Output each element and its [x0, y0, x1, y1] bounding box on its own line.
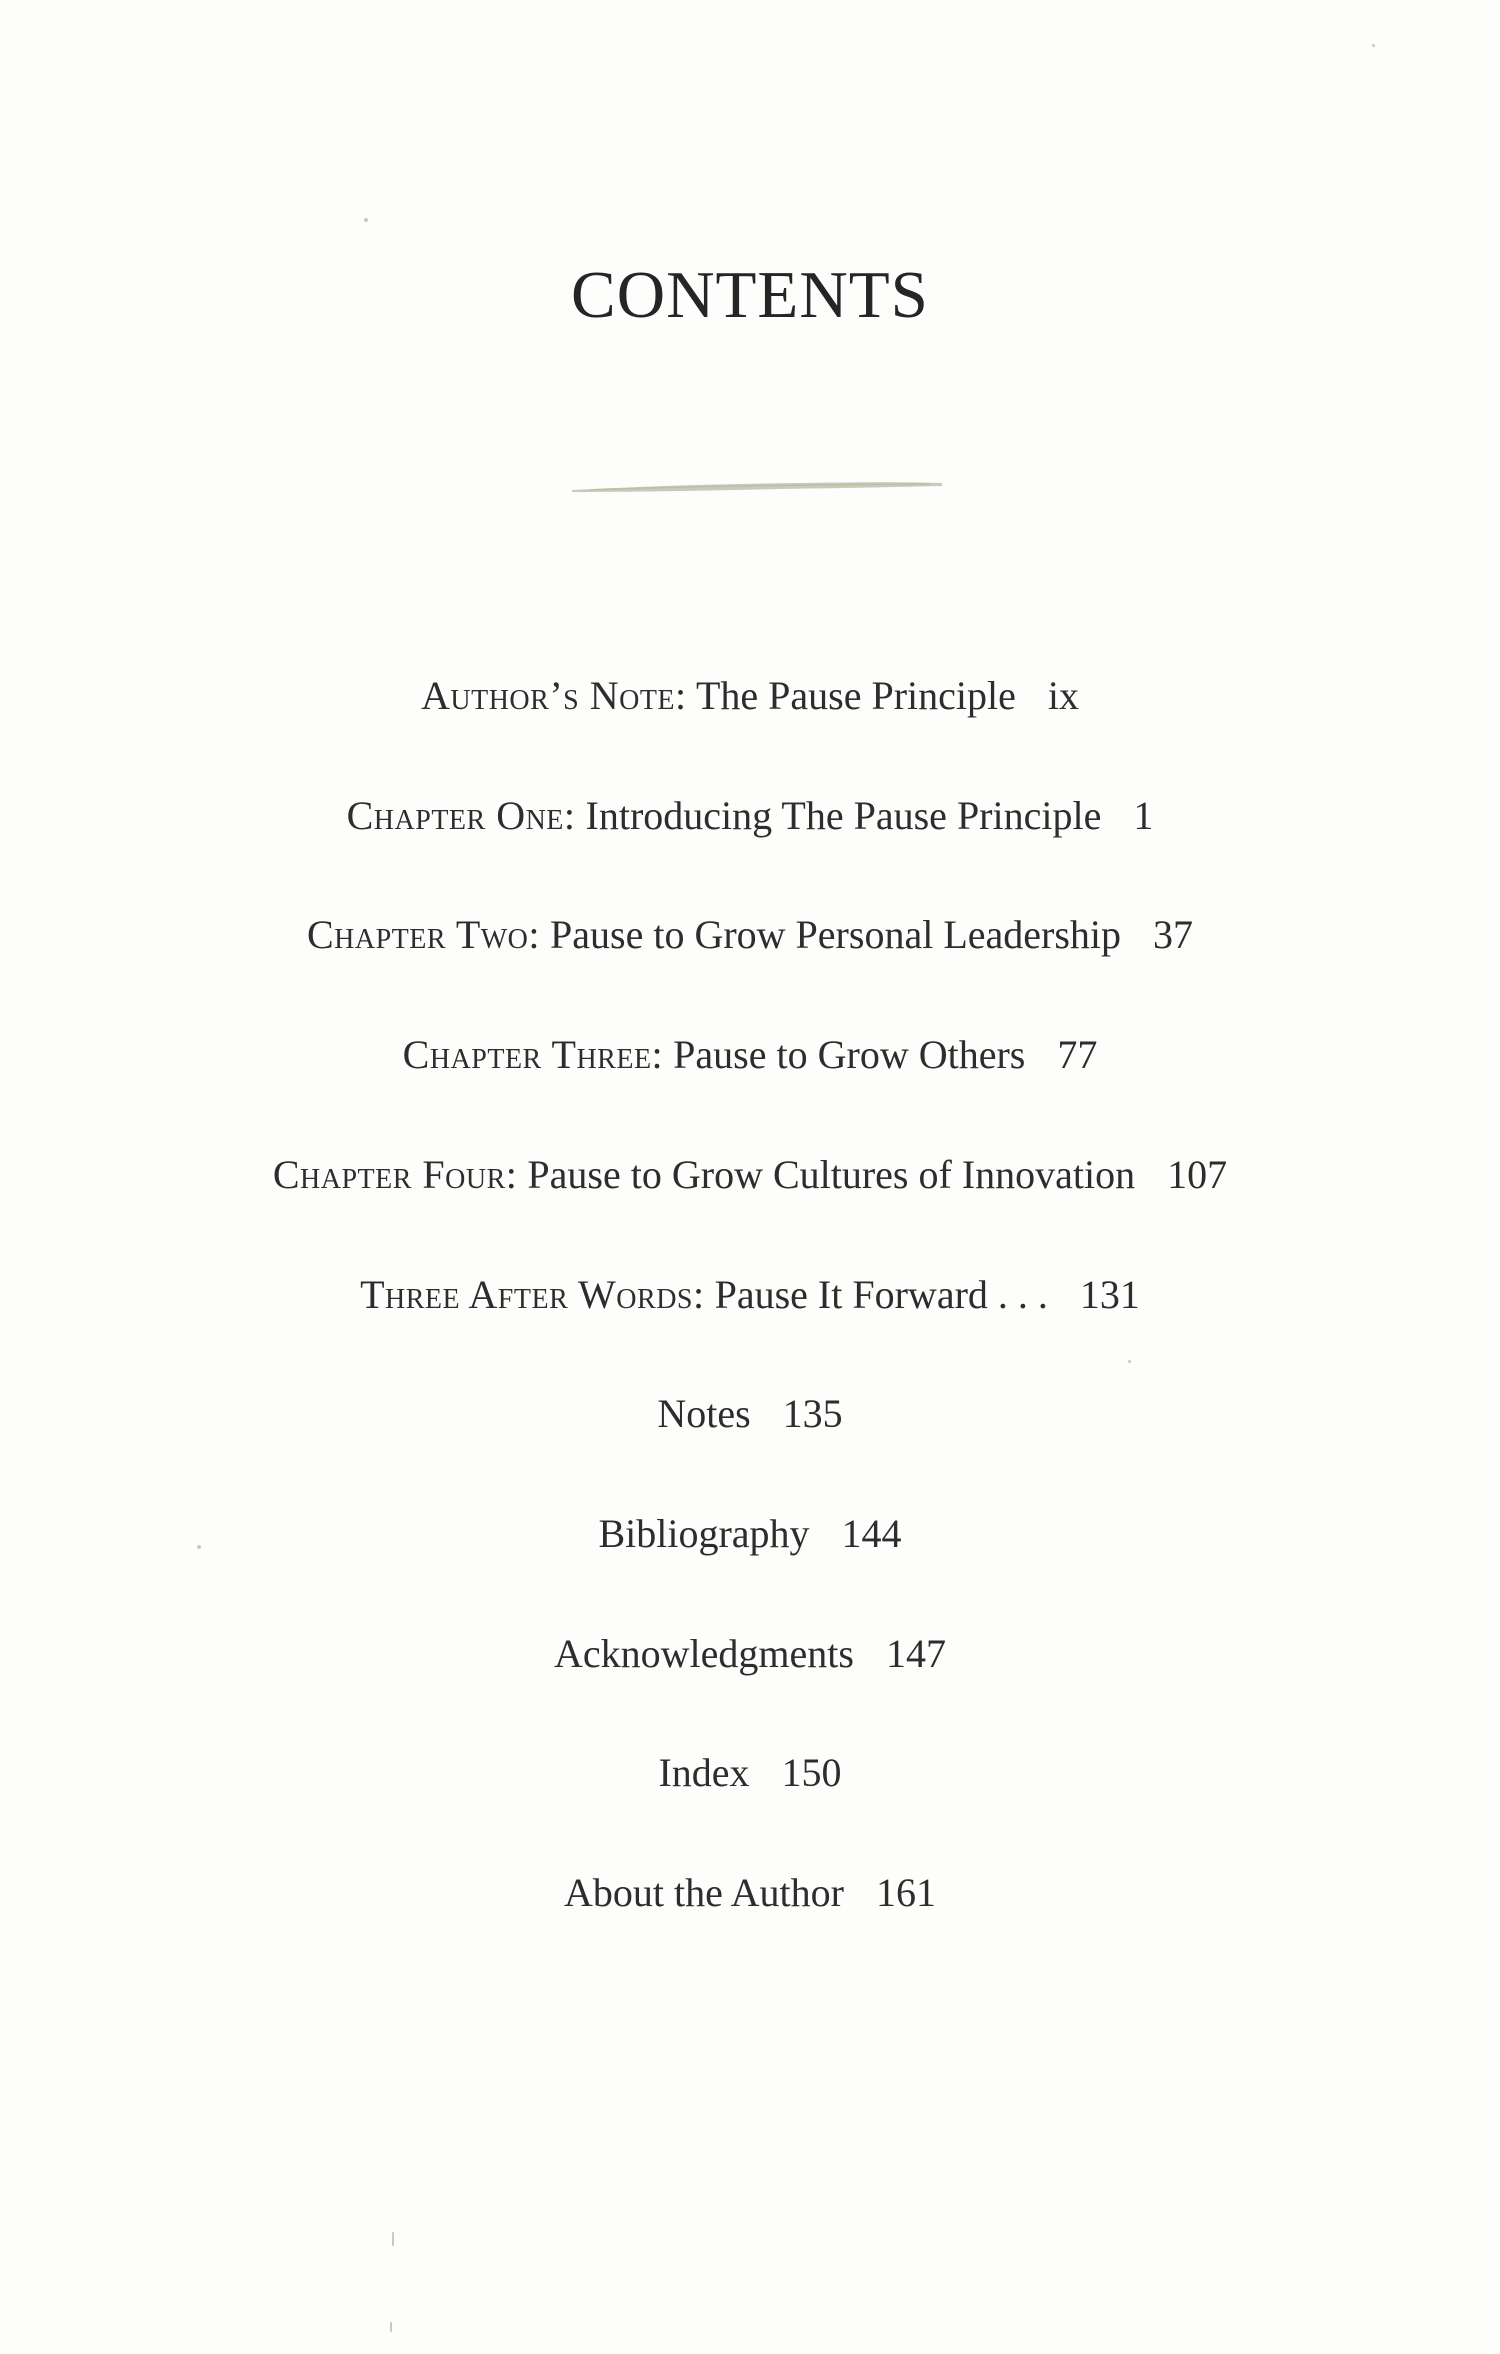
entry-page-number: 1 [1133, 793, 1154, 838]
entry-label: Chapter One: [346, 793, 576, 838]
toc-entry-about-the-author[interactable] [0, 1869, 1500, 1917]
entry-title: Notes [657, 1391, 751, 1436]
entry-label: Author’s Note: [421, 673, 687, 718]
toc-entry-bibliography[interactable] [0, 1510, 1500, 1558]
entry-page-number: 77 [1057, 1032, 1098, 1077]
entry-title: Acknowledgments [554, 1631, 854, 1676]
toc-entry-chapter-four[interactable] [0, 1151, 1500, 1199]
toc-entry-index[interactable] [0, 1749, 1500, 1797]
entry-label: Chapter Two: [306, 912, 541, 957]
scan-speck [1128, 1360, 1131, 1363]
entry-title: Pause It Forward . . . [714, 1272, 1048, 1317]
page-title: CONTENTS [571, 258, 929, 332]
entry-page-number: 135 [782, 1391, 843, 1436]
entry-title: Pause to Grow Personal Leadership [550, 912, 1122, 957]
toc-entry-three-after-words[interactable] [0, 1271, 1500, 1319]
entry-page-number: ix [1047, 673, 1079, 718]
toc-entry-chapter-two[interactable] [0, 911, 1500, 959]
entry-page-number: 107 [1167, 1152, 1228, 1197]
entry-title: Pause to Grow Others [673, 1032, 1026, 1077]
entry-title: The Pause Principle [695, 673, 1016, 718]
entry-page-number: 150 [781, 1750, 842, 1795]
toc-entry-chapter-one[interactable] [0, 792, 1500, 840]
entry-title: About the Author [564, 1870, 844, 1915]
scan-speck [392, 2232, 394, 2246]
entry-page-number: 144 [841, 1511, 902, 1556]
scan-speck [364, 218, 368, 222]
entry-page-number: 37 [1153, 912, 1194, 957]
toc-entry-chapter-three[interactable] [0, 1031, 1500, 1079]
scan-speck [1372, 44, 1375, 47]
toc-entry-authors-note[interactable] [0, 672, 1500, 720]
entry-page-number: 131 [1079, 1272, 1140, 1317]
entry-label: Chapter Three: [402, 1032, 664, 1077]
entry-label: Chapter Four: [272, 1152, 518, 1197]
entry-title: Introducing The Pause Principle [585, 793, 1102, 838]
scan-speck [390, 2322, 392, 2332]
entry-label: Three After Words: [360, 1272, 705, 1317]
entry-title: Index [658, 1750, 750, 1795]
scan-speck [197, 1545, 201, 1549]
entry-page-number: 147 [885, 1631, 946, 1676]
toc-entry-acknowledgments[interactable] [0, 1630, 1500, 1678]
toc-entry-notes[interactable] [0, 1390, 1500, 1438]
entry-title: Pause to Grow Cultures of Innovation [527, 1152, 1136, 1197]
entry-title: Bibliography [598, 1511, 810, 1556]
entry-page-number: 161 [875, 1870, 936, 1915]
decorative-rule [570, 478, 945, 498]
